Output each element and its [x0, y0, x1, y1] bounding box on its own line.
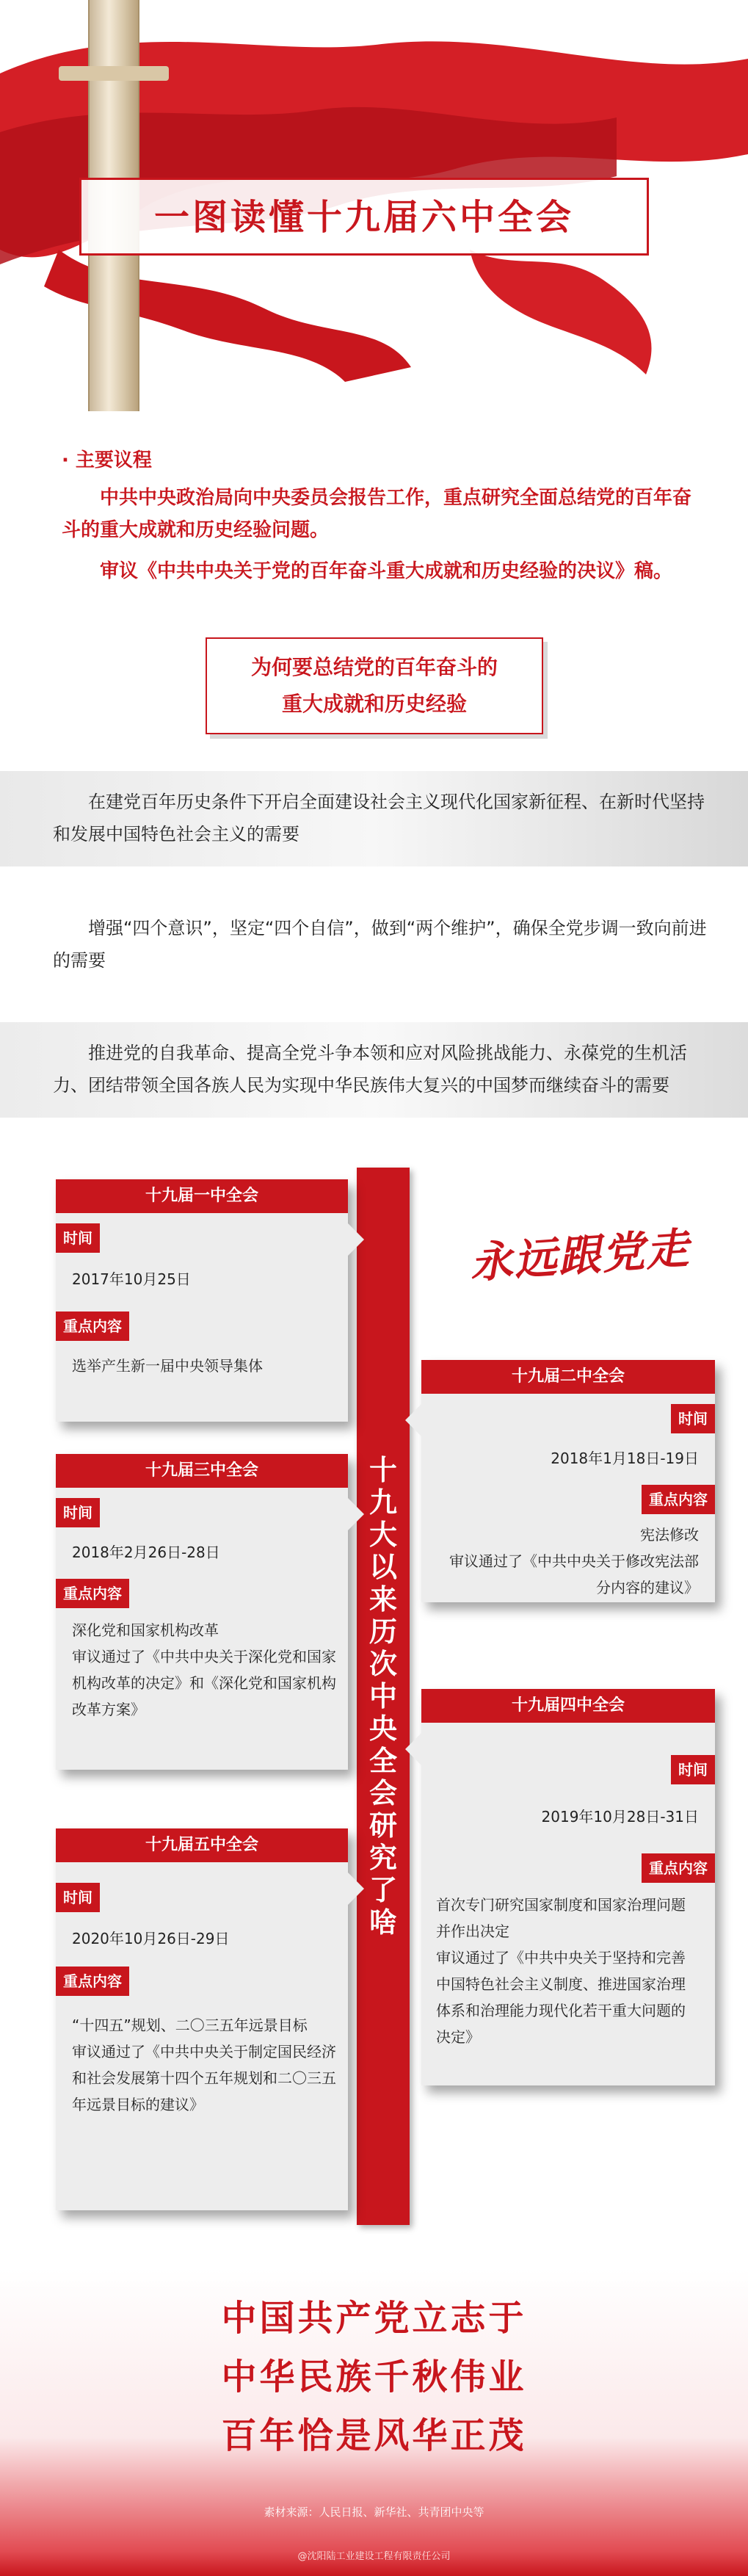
- card-pointer: [348, 1498, 364, 1530]
- card-pointer: [348, 1873, 364, 1905]
- session-card-1: [56, 1179, 348, 1422]
- session-content: 深化党和国家机构改革 审议通过了《中共中央关于深化党和国家机构改革的决定》和《深化党和国家机构改革方案》: [72, 1621, 336, 1718]
- session-time: 2018年2月26日-28日: [72, 1544, 220, 1561]
- session-content: “十四五”规划、二〇三五年远景目标 审议通过了《中共中央关于制定国民经济和社会发展第十四个五年规划和二〇三五年远景目标的建议》: [72, 2016, 336, 2113]
- credit-note: @沈阳陆工业建设工程有限责任公司: [297, 2551, 451, 2562]
- session-content: 选举产生新一届中央领导集体: [72, 1357, 263, 1375]
- time-tag: 时间: [56, 1498, 100, 1527]
- slogan-line-3: 百年恰是风华正茂: [221, 2415, 527, 2456]
- session-title: 十九届三中全会: [56, 1454, 348, 1488]
- agenda-label: · 主要议程: [62, 449, 152, 471]
- time-tag: 时间: [671, 1404, 715, 1433]
- pillar-cap: [59, 66, 169, 81]
- session-title: 十九届五中全会: [56, 1828, 348, 1862]
- time-tag: 时间: [671, 1755, 715, 1784]
- session-time: 2019年10月28日-31日: [541, 1808, 699, 1826]
- calligraphy-seal: 永远跟党走: [468, 1223, 692, 1289]
- content-tag: 重点内容: [56, 1967, 129, 1996]
- card-pointer: [348, 1223, 364, 1256]
- session-card-2: [421, 1360, 715, 1602]
- reason-text-3: 推进党的自我革命、提高全党斗争本领和应对风险挑战能力、永葆党的生机活力、团结带领全国各族人民为实现中华民族伟大复兴的中国梦而继续奋斗的需要: [53, 1043, 687, 1096]
- session-content: 宪法修改 审议通过了《中共中央关于修改宪法部分内容的建议》: [449, 1526, 699, 1596]
- session-card-3: [56, 1454, 348, 1770]
- session-title: 十九届二中全会: [421, 1360, 715, 1394]
- reason-text-1: 在建党百年历史条件下开启全面建设社会主义现代化国家新征程、在新时代坚持和发展中国特色社会主义的需要: [53, 792, 705, 844]
- time-tag: 时间: [56, 1223, 100, 1253]
- content-tag: 重点内容: [642, 1853, 715, 1883]
- time-tag: 时间: [56, 1883, 100, 1912]
- reason-text-2: 增强“四个意识”，坚定“四个自信”，做到“两个维护”，确保全党步调一致向前进的需要: [53, 918, 707, 971]
- timeline-title: 十九大以来历次中央全会研究了啥: [368, 1454, 397, 1939]
- session-time: 2017年10月25日: [72, 1270, 191, 1288]
- session-card-5: [56, 1828, 348, 2210]
- session-card-4: [421, 1689, 715, 2085]
- agenda-paragraph-1: 中共中央政治局向中央委员会报告工作，重点研究全面总结党的百年奋斗的重大成就和历史经验问题。: [62, 487, 692, 541]
- content-tag: 重点内容: [56, 1579, 129, 1608]
- page-title: 一图读懂十九届六中全会: [153, 197, 574, 238]
- session-title: 十九届一中全会: [56, 1179, 348, 1213]
- slogan-line-2: 中华民族千秋伟业: [221, 2356, 527, 2398]
- agenda-paragraph-2: 审议《中共中央关于党的百年奋斗重大成就和历史经验的决议》稿。: [100, 560, 673, 582]
- content-tag: 重点内容: [56, 1311, 129, 1341]
- why-heading: [206, 649, 543, 723]
- session-title: 十九届四中全会: [421, 1689, 715, 1723]
- why-line-1: 为何要总结党的百年奋斗的: [250, 655, 498, 679]
- session-content: 首次专门研究国家制度和国家治理问题并作出决定 审议通过了《中共中央关于坚持和完善中国特色社会主义制度、推进国家治理体系和治理能力现代化若干重大问题的决定》: [436, 1896, 686, 2046]
- session-time: 2020年10月26日-29日: [72, 1930, 230, 1947]
- why-line-2: 重大成就和历史经验: [281, 692, 467, 716]
- session-time: 2018年1月18日-19日: [551, 1450, 699, 1467]
- content-tag: 重点内容: [642, 1485, 715, 1514]
- source-note: 素材来源：人民日报、新华社、共青团中央等: [264, 2506, 484, 2519]
- card-pointer: [405, 1733, 421, 1765]
- card-pointer: [405, 1404, 421, 1436]
- slogan-line-1: 中国共产党立志于: [221, 2298, 527, 2339]
